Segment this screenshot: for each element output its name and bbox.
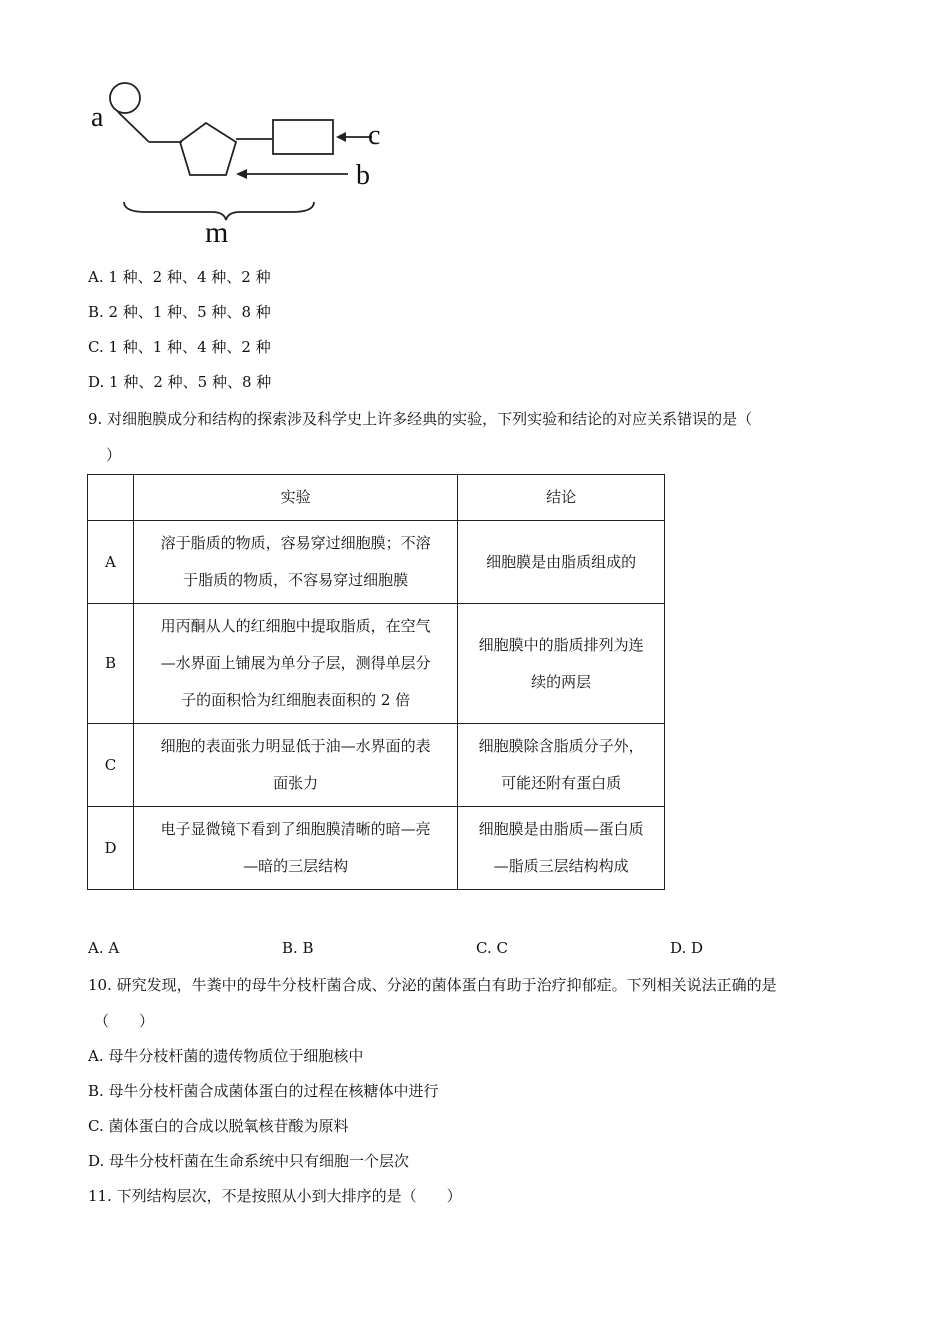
- pentose-pentagon: [180, 123, 236, 175]
- q9-option-b[interactable]: B. B: [282, 939, 314, 957]
- row-label: D: [88, 807, 134, 890]
- q8-option-d[interactable]: D. 1 种、2 种、5 种、8 种: [88, 373, 272, 391]
- row-conclusion: 细胞膜是由脂质组成的: [458, 521, 665, 604]
- row-label: A: [88, 521, 134, 604]
- q10-option-a[interactable]: A. 母牛分枝杆菌的遗传物质位于细胞核中: [88, 1047, 364, 1065]
- q10-option-d[interactable]: D. 母牛分枝杆菌在生命系统中只有细胞一个层次: [88, 1152, 410, 1170]
- q9-stem-cont: ）: [106, 446, 122, 464]
- table-row: [88, 724, 665, 807]
- q10-option-b[interactable]: B. 母牛分枝杆菌合成菌体蛋白的过程在核糖体中进行: [88, 1082, 439, 1100]
- q9-option-d[interactable]: D. D: [670, 939, 704, 957]
- q11-stem: 11. 下列结构层次，不是按照从小到大排序的是（ ）: [88, 1187, 462, 1205]
- arrow-c-head: [336, 132, 346, 142]
- q9-option-c[interactable]: C. C: [476, 939, 508, 957]
- q8-option-c[interactable]: C. 1 种、1 种、4 种、2 种: [88, 338, 271, 356]
- q10-option-c[interactable]: C. 菌体蛋白的合成以脱氧核苷酸为原料: [88, 1117, 349, 1135]
- row-experiment: 电子显微镜下看到了细胞膜清晰的暗—亮 —暗的三层结构: [133, 807, 457, 890]
- q8-option-a[interactable]: A. 1 种、2 种、4 种、2 种: [88, 268, 271, 286]
- label-b: b: [356, 160, 370, 191]
- row-conclusion: 细胞膜除含脂质分子外， 可能还附有蛋白质: [458, 724, 665, 807]
- q9-table: [87, 474, 665, 890]
- row-conclusion: 细胞膜是由脂质—蛋白质 —脂质三层结构构成: [458, 807, 665, 890]
- arrow-b-head: [236, 169, 247, 179]
- q9-stem: 9. 对细胞膜成分和结构的探索涉及科学史上许多经典的实验，下列实验和结论的对应关系错误的是（: [88, 410, 753, 428]
- q10-stem: 10. 研究发现，牛粪中的母牛分枝杆菌合成、分泌的菌体蛋白有助于治疗抑郁症。下列相关说法正确的是: [88, 976, 777, 994]
- q10-stem-cont: （ ）: [94, 1012, 155, 1030]
- nucleotide-diagram: [86, 80, 396, 250]
- q9-option-a[interactable]: A. A: [88, 939, 120, 957]
- header-empty: [88, 475, 134, 521]
- header-experiment: 实验: [133, 475, 457, 521]
- row-experiment: 溶于脂质的物质，容易穿过细胞膜；不溶 于脂质的物质，不容易穿过细胞膜: [133, 521, 457, 604]
- table-header-row: [88, 475, 665, 521]
- row-conclusion: 细胞膜中的脂质排列为连 续的两层: [458, 604, 665, 724]
- table-row: [88, 521, 665, 604]
- base-rectangle: [273, 120, 333, 154]
- q8-option-b[interactable]: B. 2 种、1 种、5 种、8 种: [88, 303, 271, 321]
- phosphate-circle: [110, 83, 140, 113]
- row-experiment: 细胞的表面张力明显低于油—水界面的表 面张力: [133, 724, 457, 807]
- row-label: B: [88, 604, 134, 724]
- label-a: a: [91, 102, 104, 133]
- row-experiment: 用丙酮从人的红细胞中提取脂质，在空气 —水界面上铺展为单分子层，测得单层分 子的面积恰为红细胞表面积的 2 倍: [133, 604, 457, 724]
- table-row: [88, 604, 665, 724]
- label-m: m: [205, 216, 229, 249]
- label-c: c: [368, 120, 381, 151]
- header-conclusion: 结论: [458, 475, 665, 521]
- phosphate-bond: [118, 112, 149, 142]
- table-row: [88, 807, 665, 890]
- row-label: C: [88, 724, 134, 807]
